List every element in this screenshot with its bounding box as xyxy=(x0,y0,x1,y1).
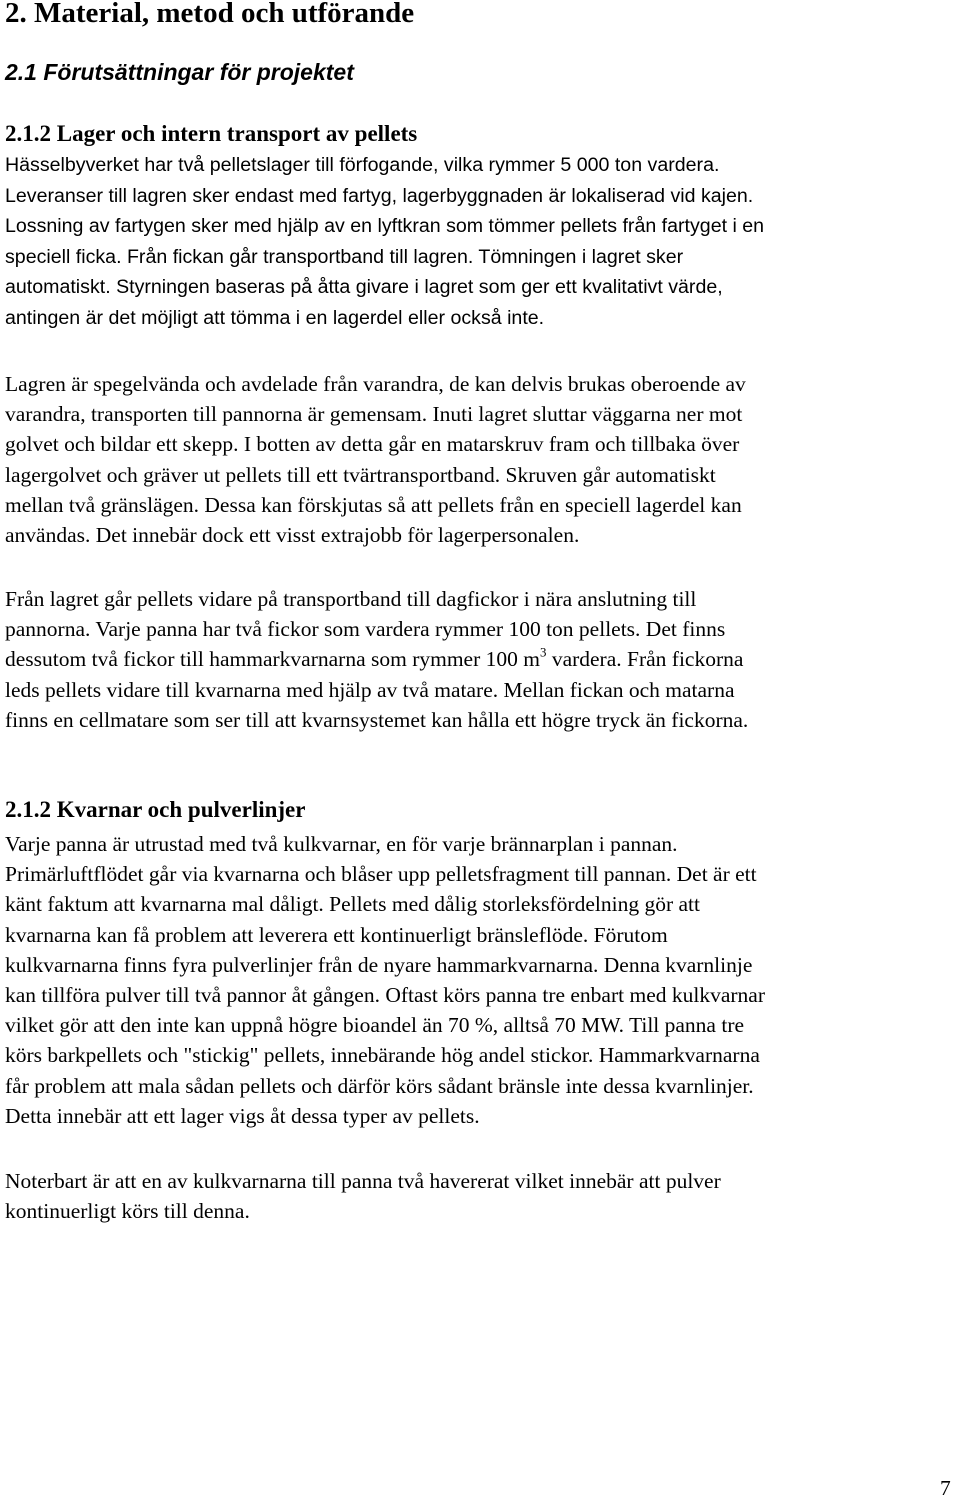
text-line-with-superscript xyxy=(5,644,748,674)
text-line: Primärluftflödet går via kvarnarna och blåser upp pelletsfragment till pannan. Det är ett xyxy=(5,862,757,887)
mills-paragraph-2 xyxy=(5,1166,721,1226)
subsection-heading-storage: 2.1.2 Lager och intern transport av pellets xyxy=(5,121,418,146)
text-line: kan tillföra pulver till två pannor åt gången. Oftast körs panna tre enbart med kulkvarnar xyxy=(5,982,766,1007)
text-line: automatiskt. Styrningen baseras på åtta givare i lagret som ger ett kvalitativt värde, xyxy=(5,276,723,299)
text-line: Noterbart är att en av kulkvarnarna till panna två havererat vilket innebär att pulver xyxy=(5,1169,721,1193)
text-line: körs barkpellets och "stickig" pellets, innebärande hög andel stickor. Hammarkvarnarna xyxy=(5,1043,760,1068)
text-line: Lossning av fartygen sker med hjälp av en lyftkran som tömmer pellets från fartyget i en xyxy=(5,215,765,238)
text-line: Hässelbyverket har två pelletslager till förfogande, vilka rymmer 5 000 ton vardera. xyxy=(5,154,720,176)
superscript-unit: 3 xyxy=(539,645,547,660)
section-heading: 2.1 Förutsättningar för projektet xyxy=(5,59,354,85)
text-line: speciell ficka. Från fickan går transportband till lagren. Tömningen i lagret sker xyxy=(5,245,684,268)
text-line: Leveranser till lagren sker endast med fartyg, lagerbyggnaden är lokaliserad vid kajen. xyxy=(5,184,754,207)
text-line: vilket gör att den inte kan uppnå högre bioandel än 70 %, alltså 70 MW. Till panna tre xyxy=(5,1013,745,1038)
storage-paragraph-1 xyxy=(5,150,764,334)
text-line: antingen är det möjligt att tömma i en lagerdel eller också inte. xyxy=(5,306,545,329)
text-line: pannorna. Varje panna har två fickor som vardera rymmer 100 ton pellets. Det finns xyxy=(5,617,726,642)
mills-paragraph-1 xyxy=(5,829,765,1131)
subsection-heading-mills: 2.1.2 Kvarnar och pulverlinjer xyxy=(5,797,306,822)
text-line: varandra, transporten till pannorna är gemensam. Inuti lagret sluttar väggarna ner mot xyxy=(5,402,743,427)
chapter-heading: 2. Material, metod och utförande xyxy=(5,0,415,29)
page-number: 7 xyxy=(940,1476,951,1500)
text-fragment: vardera. Från fickorna xyxy=(546,647,744,672)
text-line: får problem att mala sådan pellets och därför körs sådant bränsle inte dessa kvarnlinjer. xyxy=(5,1073,754,1098)
text-line: golvet och bildar ett skepp. I botten av detta går en matarskruv fram och tillbaka över xyxy=(5,432,740,457)
text-line: Lagren är spegelvända och avdelade från varandra, de kan delvis brukas oberoende av xyxy=(5,372,746,396)
text-line: kvarnarna kan få problem att leverera ett kontinuerligt bränsleflöde. Förutom xyxy=(5,922,668,947)
storage-paragraph-2 xyxy=(5,369,746,550)
text-line: användas. Det innebär dock ett visst extrajobb för lagerpersonalen. xyxy=(5,522,580,547)
text-line: leds pellets vidare till kvarnarna med hjälp av två matare. Mellan fickan och matarna xyxy=(5,677,735,702)
text-line: känt faktum att kvarnarna mal dåligt. Pellets med dålig storleksfördelning gör att xyxy=(5,892,700,917)
text-line: Detta innebär att ett lager vigs åt dessa typer av pellets. xyxy=(5,1103,480,1128)
text-line: lagergolvet och gräver ut pellets till ett tvärtransportband. Skruven går automatiskt xyxy=(5,462,716,487)
text-line: kulkvarnarna finns fyra pulverlinjer från de nyare hammarkvarnarna. Denna kvarnlinje xyxy=(5,952,753,977)
text-line: kontinuerligt körs till denna. xyxy=(5,1199,250,1224)
text-fragment: dessutom två fickor till hammarkvarnarna som rymmer 100 m xyxy=(5,647,540,672)
text-line: Varje panna är utrustad med två kulkvarnar, en för varje brännarplan i pannan. xyxy=(5,832,678,856)
text-line: finns en cellmatare som ser till att kvarnsystemet kan hålla ett högre tryck än fickorna. xyxy=(5,707,749,732)
text-line: mellan två gränslägen. Dessa kan förskjutas så att pellets från en speciell lagerdel kan xyxy=(5,492,742,517)
storage-paragraph-3 xyxy=(5,584,748,735)
text-line: Från lagret går pellets vidare på transportband till dagfickor i nära anslutning till xyxy=(5,587,697,611)
